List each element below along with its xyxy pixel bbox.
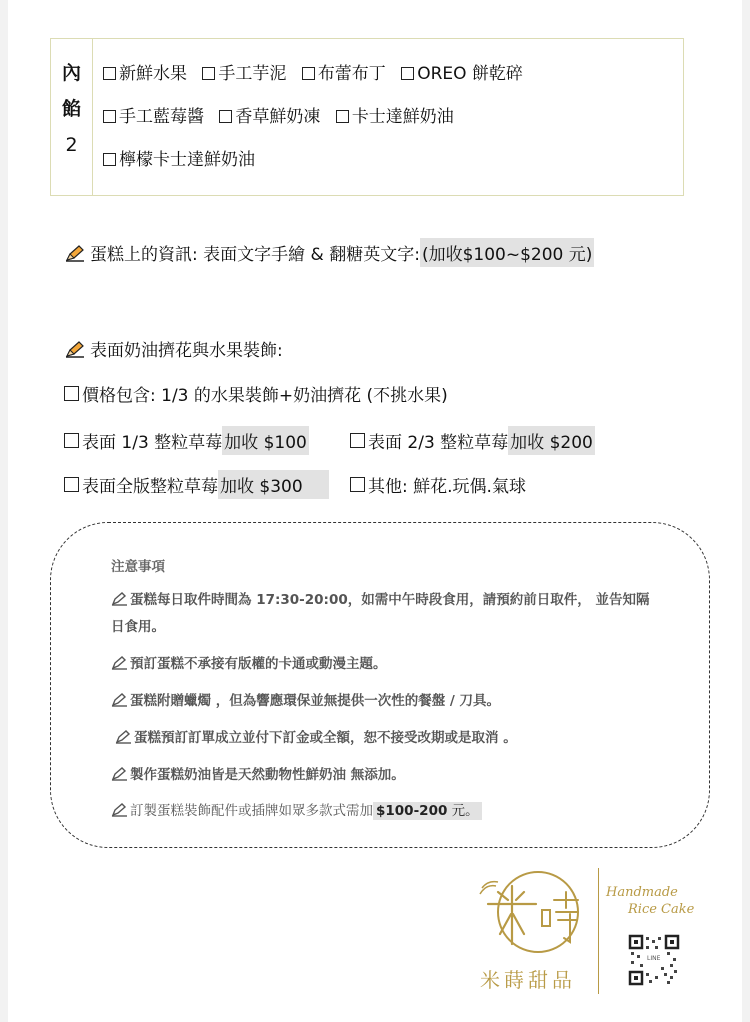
notes-box bbox=[50, 522, 710, 848]
checkbox-icon[interactable] bbox=[103, 67, 116, 80]
filling-option-label: 卡士達鮮奶油 bbox=[351, 107, 454, 127]
checkbox-icon[interactable] bbox=[64, 433, 79, 448]
option-label: 表面全版整粒草莓 bbox=[82, 477, 218, 497]
option-1-3-strawberry[interactable] bbox=[64, 426, 350, 455]
option-price: 加收 $200 bbox=[508, 426, 595, 455]
option-price: 加收 $100 bbox=[222, 426, 309, 455]
filling-row-1 bbox=[103, 53, 673, 96]
logo-divider bbox=[598, 868, 599, 994]
filling-label bbox=[51, 39, 93, 195]
pencil-icon bbox=[64, 339, 86, 359]
checkbox-icon[interactable] bbox=[64, 477, 79, 492]
note-item: 蛋糕預訂訂單成立並付下訂金或全額，恕不接受改期或是取消 。 bbox=[115, 725, 665, 752]
pencil-outline-icon bbox=[111, 766, 128, 781]
filling-option-label: 手工芋泥 bbox=[218, 64, 287, 84]
pencil-outline-icon bbox=[115, 729, 132, 744]
document-page bbox=[8, 0, 742, 1022]
notes-title: 注意事項 bbox=[111, 559, 165, 575]
note-item: 訂製蛋糕裝飾配件或插牌如眾多款式需加 $100-200 元。 bbox=[111, 798, 661, 825]
cake-info-text: 蛋糕上的資訊: 表面文字手繪 & 翻糖英文字: bbox=[90, 245, 420, 265]
pencil-outline-icon bbox=[111, 655, 128, 670]
option-label: 表面 1/3 整粒草莓 bbox=[82, 433, 223, 453]
filling-table bbox=[50, 38, 684, 196]
filling-option-label: 檸檬卡士達鮮奶油 bbox=[119, 150, 255, 170]
brand-name: 米蒔甜品 bbox=[480, 968, 576, 992]
pencil-icon bbox=[64, 243, 86, 263]
checkbox-icon[interactable] bbox=[202, 67, 215, 80]
cake-info-price: (加收$100~$200 元) bbox=[420, 238, 594, 267]
brand-logo bbox=[478, 864, 708, 996]
filling-option[interactable] bbox=[401, 53, 523, 96]
note-price-highlight: $100-200 元。 bbox=[373, 802, 482, 820]
cake-info-line bbox=[64, 238, 594, 267]
filling-label-char-1: 內 bbox=[61, 62, 81, 84]
filling-option-label: 香草鮮奶凍 bbox=[235, 107, 321, 127]
note-item: 預訂蛋糕不承接有版權的卡通或動漫主題。 bbox=[111, 651, 661, 678]
option-full-strawberry[interactable] bbox=[64, 470, 350, 499]
option-other[interactable] bbox=[350, 472, 526, 497]
note-item: 蛋糕附贈蠟燭 ，但為響應環保並無提供一次性的餐盤 / 刀具。 bbox=[111, 688, 661, 715]
note-item: 蛋糕每日取件時間為 17:30-20:00，如需中午時段食用，請預約前日取件， 並告知隔日食用。 bbox=[111, 592, 650, 635]
filling-row-3 bbox=[103, 139, 673, 182]
checkbox-icon[interactable] bbox=[336, 110, 349, 123]
filling-option-label: 布蕾布丁 bbox=[317, 64, 386, 84]
decoration-included-line[interactable] bbox=[64, 381, 448, 406]
filling-option[interactable] bbox=[103, 96, 204, 139]
option-2-3-strawberry[interactable] bbox=[350, 426, 595, 455]
decoration-options-row-1 bbox=[64, 426, 595, 455]
filling-label-char-2: 餡 bbox=[61, 98, 81, 120]
checkbox-icon[interactable] bbox=[302, 67, 315, 80]
filling-option[interactable] bbox=[103, 53, 187, 96]
filling-option[interactable] bbox=[202, 53, 286, 96]
pencil-outline-icon bbox=[111, 591, 128, 606]
checkbox-icon[interactable] bbox=[401, 67, 414, 80]
decoration-included: 價格包含: 1/3 的水果裝飾+奶油擠花 (不挑水果) bbox=[82, 386, 448, 406]
checkbox-icon[interactable] bbox=[219, 110, 232, 123]
pencil-outline-icon bbox=[111, 692, 128, 707]
filling-option[interactable] bbox=[219, 96, 320, 139]
note-item: 製作蛋糕奶油皆是天然動物性鮮奶油 無添加。 bbox=[111, 762, 661, 789]
pencil-outline-icon bbox=[111, 802, 128, 817]
qr-code-label: LINE bbox=[647, 955, 661, 962]
filling-option-label: OREO 餅乾碎 bbox=[417, 64, 523, 84]
filling-option[interactable] bbox=[336, 96, 454, 139]
checkbox-icon[interactable] bbox=[350, 477, 365, 492]
filling-option-label: 手工藍莓醬 bbox=[119, 107, 204, 127]
decoration-title: 表面奶油擠花與水果裝飾: bbox=[90, 341, 283, 361]
filling-option-label: 新鮮水果 bbox=[119, 64, 187, 84]
checkbox-icon[interactable] bbox=[103, 110, 116, 123]
brand-mark-icon bbox=[478, 864, 596, 964]
filling-label-number: 2 bbox=[65, 134, 78, 156]
checkbox-icon[interactable] bbox=[64, 386, 79, 401]
decoration-options-row-2 bbox=[64, 470, 526, 499]
option-label: 表面 2/3 整粒草莓 bbox=[368, 433, 509, 453]
filling-option[interactable] bbox=[302, 53, 386, 96]
filling-row-2 bbox=[103, 96, 673, 139]
option-label: 其他: 鮮花.玩偶.氣球 bbox=[368, 477, 526, 497]
checkbox-icon[interactable] bbox=[350, 433, 365, 448]
checkbox-icon[interactable] bbox=[103, 153, 116, 166]
filling-options bbox=[103, 53, 673, 182]
option-price: 加收 $300 bbox=[218, 470, 329, 499]
brand-tagline: Handmade Rice Cake bbox=[606, 885, 695, 917]
decoration-title-line bbox=[64, 336, 283, 361]
filling-option[interactable] bbox=[103, 139, 255, 182]
